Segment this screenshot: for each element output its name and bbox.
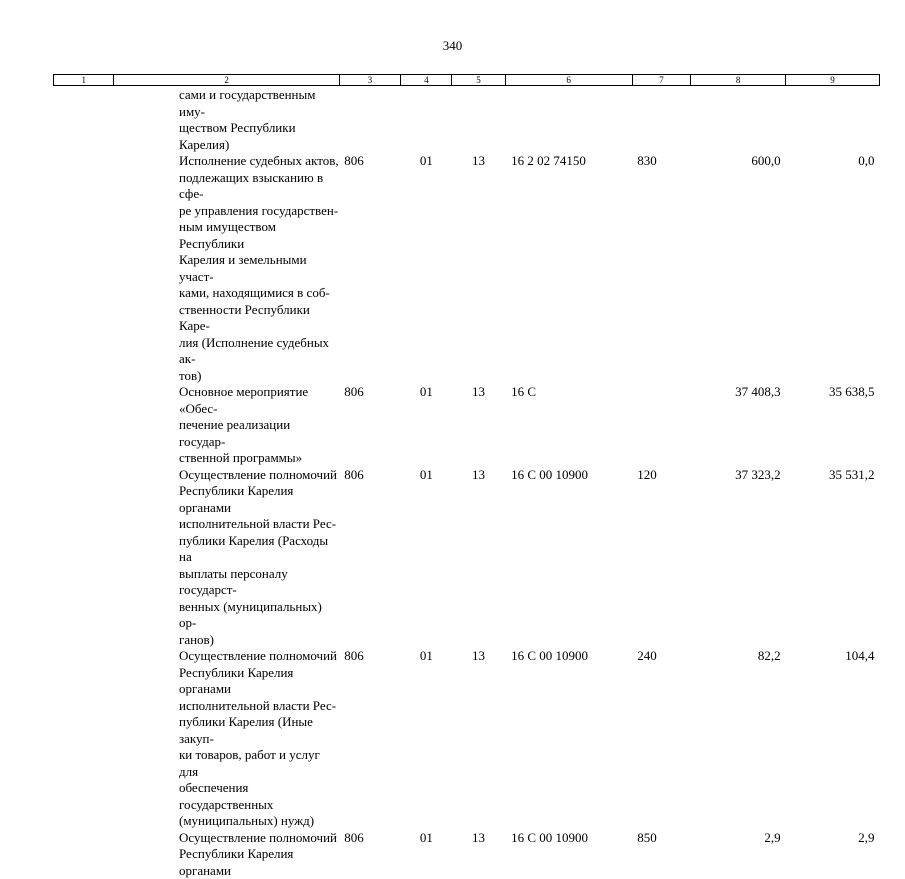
column-header-5: 5	[452, 75, 505, 86]
table-row	[54, 830, 880, 879]
row-ved: 806	[339, 648, 401, 830]
table-row	[54, 384, 880, 467]
row-pr: 13	[452, 830, 505, 879]
column-header-1: 1	[54, 75, 114, 86]
table-row	[54, 648, 880, 830]
row-csr: 16 С 00 10900	[505, 467, 632, 649]
row-name: Осуществление полномочий Республики Карелия органами исполнительной власти Рес- публики Карелия (Иные закуп- ки товаров, работ и услуг для обеспечения государственных (муниципальных) нужд)	[114, 648, 339, 830]
row-name: Исполнение судебных актов, подлежащих взысканию в сфе- ре управления государствен- ным имуществом Республики Карелия и земельными участ- ками, находящимися в соб- ственности Республики Каре- лия (Исполнение судебных ак- тов)	[114, 153, 339, 384]
row-vr	[632, 384, 690, 467]
table-header-row	[54, 75, 880, 86]
row-vr	[632, 86, 690, 154]
row-amount-2: 2,9	[786, 830, 880, 879]
row-rz: 01	[401, 467, 452, 649]
row-amount-2: 35 531,2	[786, 467, 880, 649]
page-number: 340	[0, 38, 905, 54]
row-csr: 16 2 02 74150	[505, 153, 632, 384]
column-header-8: 8	[691, 75, 786, 86]
row-name: Осуществление полномочий Республики Карелия органами	[114, 830, 339, 879]
row-amount-2: 35 638,5	[786, 384, 880, 467]
row-name: Основное мероприятие «Обес- печение реализации государ- ственной программы»	[114, 384, 339, 467]
row-rz: 01	[401, 648, 452, 830]
row-amount-1: 600,0	[691, 153, 786, 384]
row-rz: 01	[401, 153, 452, 384]
row-amount-2: 104,4	[786, 648, 880, 830]
row-name: сами и государственным иму- ществом Республики Карелия)	[114, 86, 339, 154]
row-amount-1: 37 323,2	[691, 467, 786, 649]
row-csr: 16 С	[505, 384, 632, 467]
row-pr: 13	[452, 467, 505, 649]
row-ved: 806	[339, 153, 401, 384]
row-csr	[505, 86, 632, 154]
row-vr: 850	[632, 830, 690, 879]
row-amount-1: 82,2	[691, 648, 786, 830]
column-header-4: 4	[401, 75, 452, 86]
row-rz: 01	[401, 384, 452, 467]
row-amount-1	[691, 86, 786, 154]
row-ved: 806	[339, 830, 401, 879]
table-row	[54, 153, 880, 384]
table-row	[54, 86, 880, 154]
column-header-7: 7	[632, 75, 690, 86]
column-header-2: 2	[114, 75, 339, 86]
row-vr: 240	[632, 648, 690, 830]
row-pr	[452, 86, 505, 154]
row-vr: 830	[632, 153, 690, 384]
row-amount-2	[786, 86, 880, 154]
row-ved: 806	[339, 384, 401, 467]
row-amount-2: 0,0	[786, 153, 880, 384]
row-amount-1: 37 408,3	[691, 384, 786, 467]
budget-table	[53, 74, 880, 879]
row-rz	[401, 86, 452, 154]
row-csr: 16 С 00 10900	[505, 648, 632, 830]
row-csr: 16 С 00 10900	[505, 830, 632, 879]
column-header-3: 3	[339, 75, 401, 86]
row-vr: 120	[632, 467, 690, 649]
row-pr: 13	[452, 153, 505, 384]
table-row	[54, 467, 880, 649]
row-pr: 13	[452, 384, 505, 467]
column-header-6: 6	[505, 75, 632, 86]
row-rz: 01	[401, 830, 452, 879]
row-pr: 13	[452, 648, 505, 830]
row-amount-1: 2,9	[691, 830, 786, 879]
row-ved: 806	[339, 467, 401, 649]
row-name: Осуществление полномочий Республики Карелия органами исполнительной власти Рес- публики Карелия (Расходы на выплаты персоналу государст- венных (муниципальных) ор- ганов)	[114, 467, 339, 649]
column-header-9: 9	[786, 75, 880, 86]
row-ved	[339, 86, 401, 154]
